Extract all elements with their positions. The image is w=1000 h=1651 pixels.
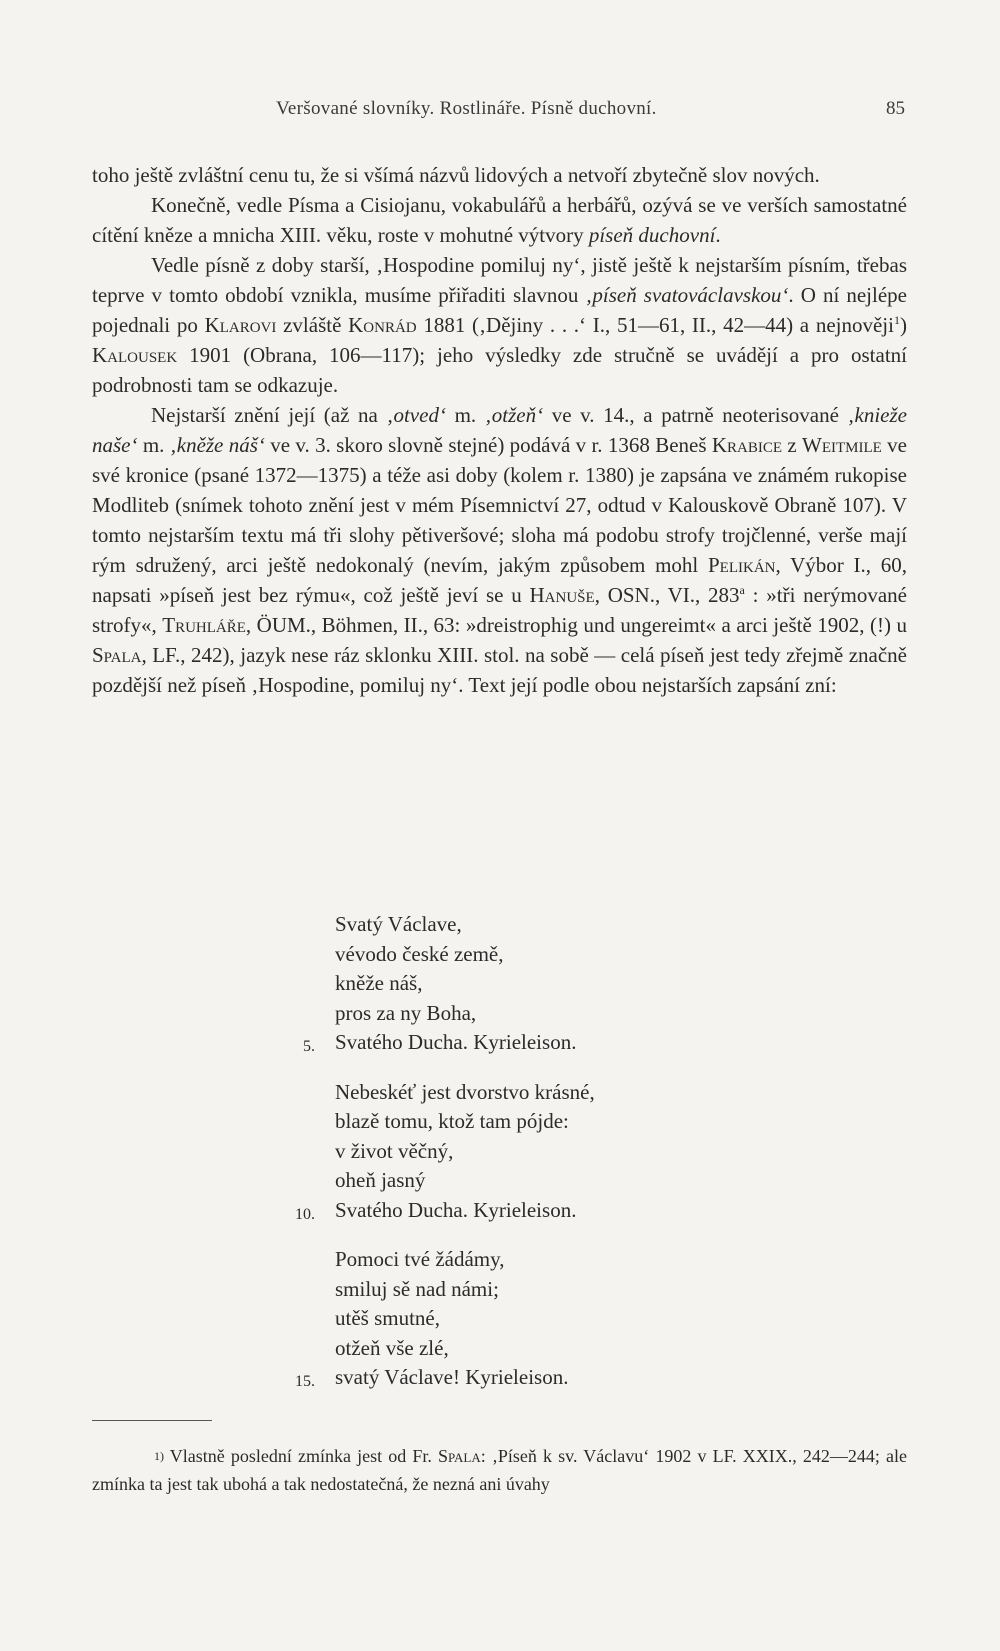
verse-text: svatý Václave! Kyrieleison. [335, 1365, 569, 1389]
verse-text: pros za ny Boha, [335, 1000, 477, 1025]
p3-b: . O ní nejlépe pojednali po [92, 283, 907, 337]
p4-a: Nejstarší znění její (až na [151, 403, 387, 427]
verse-text: kněže náš, [335, 971, 423, 995]
verse-line [275, 1275, 595, 1305]
p4-sup: a [739, 583, 745, 597]
verse-line [275, 910, 595, 940]
footnote-divider [92, 1420, 212, 1421]
p4-h: , Výbor I., 60, napsati »píseň jest bez rýmu«, což ještě jeví se u [92, 553, 907, 607]
running-title: Veršované slovníky. Rostlináře. Písně duchovní. [276, 98, 657, 119]
verse-text: utěš smutné, [335, 1306, 440, 1330]
verse-line [275, 1245, 595, 1275]
line-number: 15. [295, 1373, 315, 1390]
p4-i: , OSN., VI., 283 [594, 583, 740, 607]
p4-c: ve v. 14., a patrně neoterisované [543, 403, 848, 427]
verse-line [275, 1107, 595, 1137]
p4-i2: ‚otžeň‘ [484, 403, 544, 427]
p4-pelikan: Pelikán [708, 553, 776, 577]
verse-line [275, 1078, 595, 1108]
p3-f: 1901 (Obrana, 106—117); jeho výsledky zde stručně se uvádějí a pro ostatní podrobnosti tam se odkazuje. [92, 343, 907, 397]
p4-g: ve své kronice (psané 1372—1375) a téže asi doby (kolem r. 1380) je zapsána ve známém rukopise Modliteb (snímek tohoto znění jest v mém Písemnictví 27, odtud v Kalouskově Obraně 107). V tomto nejstarším textu má tři slohy pětiveršové; sloha má podobu strofy trojčlenné, verše mají rým sdružený, arci ještě nedokonalý (nevím, jakým způsobem mohl [92, 433, 907, 577]
p4-f: z [782, 433, 803, 457]
p3-c: zvláště [276, 313, 349, 337]
p3-kalousek: Kalousek [92, 343, 178, 367]
p4-weitmile: Weitmile [802, 433, 882, 457]
p4-i3: ‚knieže naše‘ [92, 403, 907, 457]
p4-hanuse: Hanuše [529, 583, 595, 607]
verse-line [275, 1166, 595, 1196]
p4-e: ve v. 3. skoro slovně stejné) podává v r. 1368 Beneš [264, 433, 712, 457]
p4-l: , LF., 242), jazyk nese ráz sklonku XIII. stol. na sobě — celá píseň jest tedy zřejmě značně pozdější než píseň ‚Hospodine, pomiluj ny‘. Text její podle obou nejstarších zapsání zní: [92, 643, 907, 697]
verse-text: v život věčný, [335, 1138, 454, 1163]
footnote-ref: 1 [893, 313, 900, 327]
footnote-b: : ‚Píseň k sv. Václavu‘ 1902 v LF. XXIX., 242—244; ale zmínka ta jest tak ubohá a tak nedostatečná, že nezná ani úvahy [92, 1446, 907, 1494]
p3-klar: Klarovi [204, 313, 277, 337]
stanza-2 [275, 1078, 595, 1226]
verse-text: blazě tomu, ktož tam pójde: [335, 1109, 569, 1133]
verse-text: oheň jasný [335, 1168, 426, 1192]
verse-line [275, 1137, 595, 1167]
p4-krabice: Krabice [711, 433, 783, 457]
p3-konrad: Konrád [348, 313, 417, 337]
verse-text: otžeň vše zlé, [335, 1335, 449, 1360]
paragraph-2-italic: píseň duchovní [588, 223, 716, 247]
poem [275, 910, 595, 1413]
p3-e: ) [899, 313, 907, 337]
paragraph-2 [92, 190, 907, 250]
verse-text: smiluj sě nad námi; [335, 1276, 499, 1301]
p4-k: , ÖUM., Böhmen, II., 63: »dreistrophig und ungereimt« a arci ještě 1902, (!) u [245, 613, 907, 637]
verse-line [275, 1363, 595, 1393]
p4-d: m. [137, 433, 170, 457]
paragraph-4 [92, 400, 907, 700]
p4-truhlare: Truhláře [162, 613, 246, 637]
verse-text: Nebeskéť jest dvorstvo krásné, [335, 1079, 595, 1104]
p4-b: m. [445, 403, 485, 427]
verse-line [275, 940, 595, 970]
stanza-1 [275, 910, 595, 1058]
body-text [92, 160, 907, 700]
verse-line [275, 969, 595, 999]
verse-line [275, 1304, 595, 1334]
verse-text: Svatého Ducha. Kyrieleison. [335, 1197, 577, 1222]
p4-i4: ‚kněže náš‘ [169, 433, 265, 457]
p3-d: 1881 (‚Dějiny . . .‘ I., 51—61, II., 42—44) a nejnověji [416, 313, 894, 337]
footnote-a: Vlastně poslední zmínka jest od Fr. [164, 1446, 438, 1466]
paragraph-2-text: Konečně, vedle Písma a Cisiojanu, vokabulářů a herbářů, ozývá se ve verších samostatné cítění kněze a mnicha XIII. věku, roste v mohutné výtvory [92, 193, 907, 247]
paragraph-2-end: . [715, 223, 721, 247]
footnote [92, 1442, 907, 1498]
p3-italic: ‚píseň svatováclavskou‘ [585, 283, 789, 307]
footnote-spala: Spala [438, 1446, 481, 1466]
p4-spala: Spala [92, 643, 142, 667]
paragraph-1: toho ještě zvláštní cenu tu, že si všímá názvů lidových a netvoří zbytečně slov nových. [92, 163, 820, 187]
line-number: 5. [303, 1038, 315, 1055]
line-number: 10. [295, 1205, 315, 1223]
page-number: 85 [886, 98, 905, 119]
paragraph-3 [92, 250, 907, 400]
verse-text: Svatý Václave, [335, 912, 462, 936]
footnote-mark: 1) [154, 1449, 164, 1463]
verse-text: vévodo české země, [335, 941, 504, 966]
verse-text: Svatého Ducha. Kyrieleison. [335, 1030, 577, 1054]
stanza-3 [275, 1245, 595, 1393]
verse-line [275, 1028, 595, 1058]
verse-line [275, 999, 595, 1029]
verse-line [275, 1196, 595, 1226]
p4-i1: ‚otved‘ [386, 403, 446, 427]
verse-text: Pomoci tvé žádámy, [335, 1247, 505, 1271]
p4-j: : »tři nerýmované strofy«, [92, 583, 907, 637]
p3-a: Vedle písně z doby starší, ‚Hospodine pomiluj ny‘, jistě ještě k nejstarším písním, třebas teprve v tomto období vznikla, musíme přiřaditi slavnou [92, 253, 907, 307]
verse-line [275, 1334, 595, 1364]
